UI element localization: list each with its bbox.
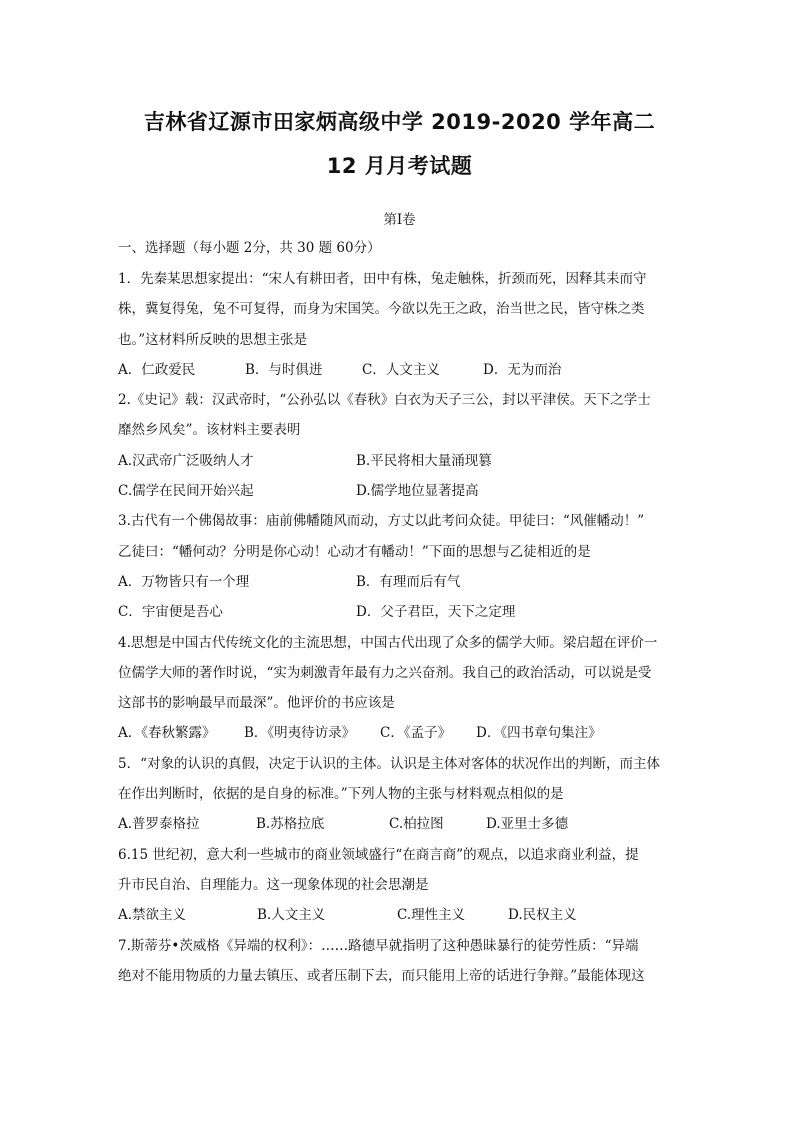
option-c: C．宇宙便是吾心 [118,604,223,621]
option-d: D．父子君臣，天下之定理 [356,604,516,621]
section-label: 第Ⅰ卷 [383,212,416,228]
option-c: C.柏拉图 [389,816,444,833]
question-2 [118,385,681,506]
question-text-line: 5．“对象的认识的真假，决定于认识的主体。认识是主体对客体的状况作出的判断，而主体 [118,755,660,772]
options-row [118,718,681,748]
options-row [118,597,681,627]
option-c: C．《孟子》 [380,725,452,742]
option-a: A．万物皆只有一个理 [118,573,250,590]
question-text-line: 升市民自治、自理能力。这一现象体现的社会思潮是 [118,876,429,893]
exam-title-line-2: 12 月月考试题 [326,154,473,178]
option-b: B．《明夷待访录》 [244,725,356,742]
question-text-line: 7.斯蒂芬•茨威格《异端的权利》：……路德早就指明了这种愚昧暴行的徒劳性质：“异端 [118,937,639,954]
question-1 [118,264,681,385]
question-text-line: 乙徒曰：“幡何动？分明是你心动！心动才有幡动！”下面的思想与乙徒相近的是 [118,543,591,560]
option-b: B.平民将相大量涌现篡 [356,452,492,469]
question-text-line: 株，冀复得兔，兔不可复得，而身为宋国笑。今欲以先王之政，治当世之民，皆守株之类 [118,301,645,318]
option-a: A.汉武帝广泛吸纳人才 [118,452,254,469]
option-d: D．《四书章句集注》 [476,725,602,742]
question-5 [118,749,681,840]
option-c: C．人文主义 [362,361,440,378]
option-a: A．《春秋繁露》 [118,725,216,742]
question-text-line: 6.15 世纪初，意大利一些城市的商业领域盛行“在商言商”的观点，以追求商业利益，提 [118,846,639,863]
options-row [118,900,681,930]
option-d: D.民权主义 [508,907,577,924]
option-c: C.理性主义 [397,907,466,924]
option-d: D.儒学地位显著提高 [356,483,479,500]
exam-title-line-1: 吉林省辽源市田家炳高级中学 2019-2020 学年高二 [143,110,656,134]
option-a: A．仁政爱民 [118,361,196,378]
options-row [118,567,681,597]
question-text-line: 在作出判断时，依据的是自身的标准。”下列人物的主张与材料观点相似的是 [118,786,564,803]
question-6 [118,840,681,931]
question-text-line: 2.《史记》载：汉武帝时，“公孙弘以《春秋》白衣为天子三公，封以平津侯。天下之学士 [118,392,651,409]
question-text-line: 3.古代有一个佛偈故事：庙前佛幡随风而动，方丈以此考问众徒。甲徒曰：“风催幡动！” [118,513,645,530]
option-d: D．无为而治 [483,361,562,378]
question-text-line: 1．先秦某思想家提出：“宋人有耕田者，田中有株，兔走触株，折颈而死，因释其耒而守 [118,271,647,287]
options-row [118,809,681,839]
option-c: C.儒学在民间开始兴起 [118,483,254,500]
options-row [118,355,681,385]
question-text-line: 靡然乡风矣”。该材料主要表明 [118,422,301,439]
question-4 [118,628,681,749]
option-d: D.亚里士多德 [486,816,569,833]
question-3 [118,506,681,627]
question-text-line: 这部书的影响最早而最深”。他评价的书应该是 [118,695,395,712]
question-text-line: 4.思想是中国古代传统文化的主流思想，中国古代出现了众多的儒学大师。梁启超在评价一 [118,634,658,651]
option-b: B．有理而后有气 [356,573,461,590]
option-a: A.禁欲主义 [118,907,187,924]
option-b: B.人文主义 [257,907,326,924]
question-7 [118,931,681,992]
options-row [118,476,681,506]
options-row [118,446,681,476]
question-text-line: 绝对不能用物质的力量去镇压、或者压制下去，而只能用上帝的话进行争辩。”最能体现这 [118,967,645,984]
question-text-line: 位儒学大师的著作时说，“实为刺激青年最有力之兴奋剂。我自己的政治活动，可以说是受 [118,664,652,681]
question-text-line: 也。”这材料所反映的思想主张是 [118,331,308,348]
part-title: 一、选择题（每小题 2分，共 30 题 60分） [118,240,381,256]
option-b: B．与时俱进 [245,361,323,378]
option-b: B.苏格拉底 [256,816,325,833]
option-a: A.普罗泰格拉 [118,816,200,833]
